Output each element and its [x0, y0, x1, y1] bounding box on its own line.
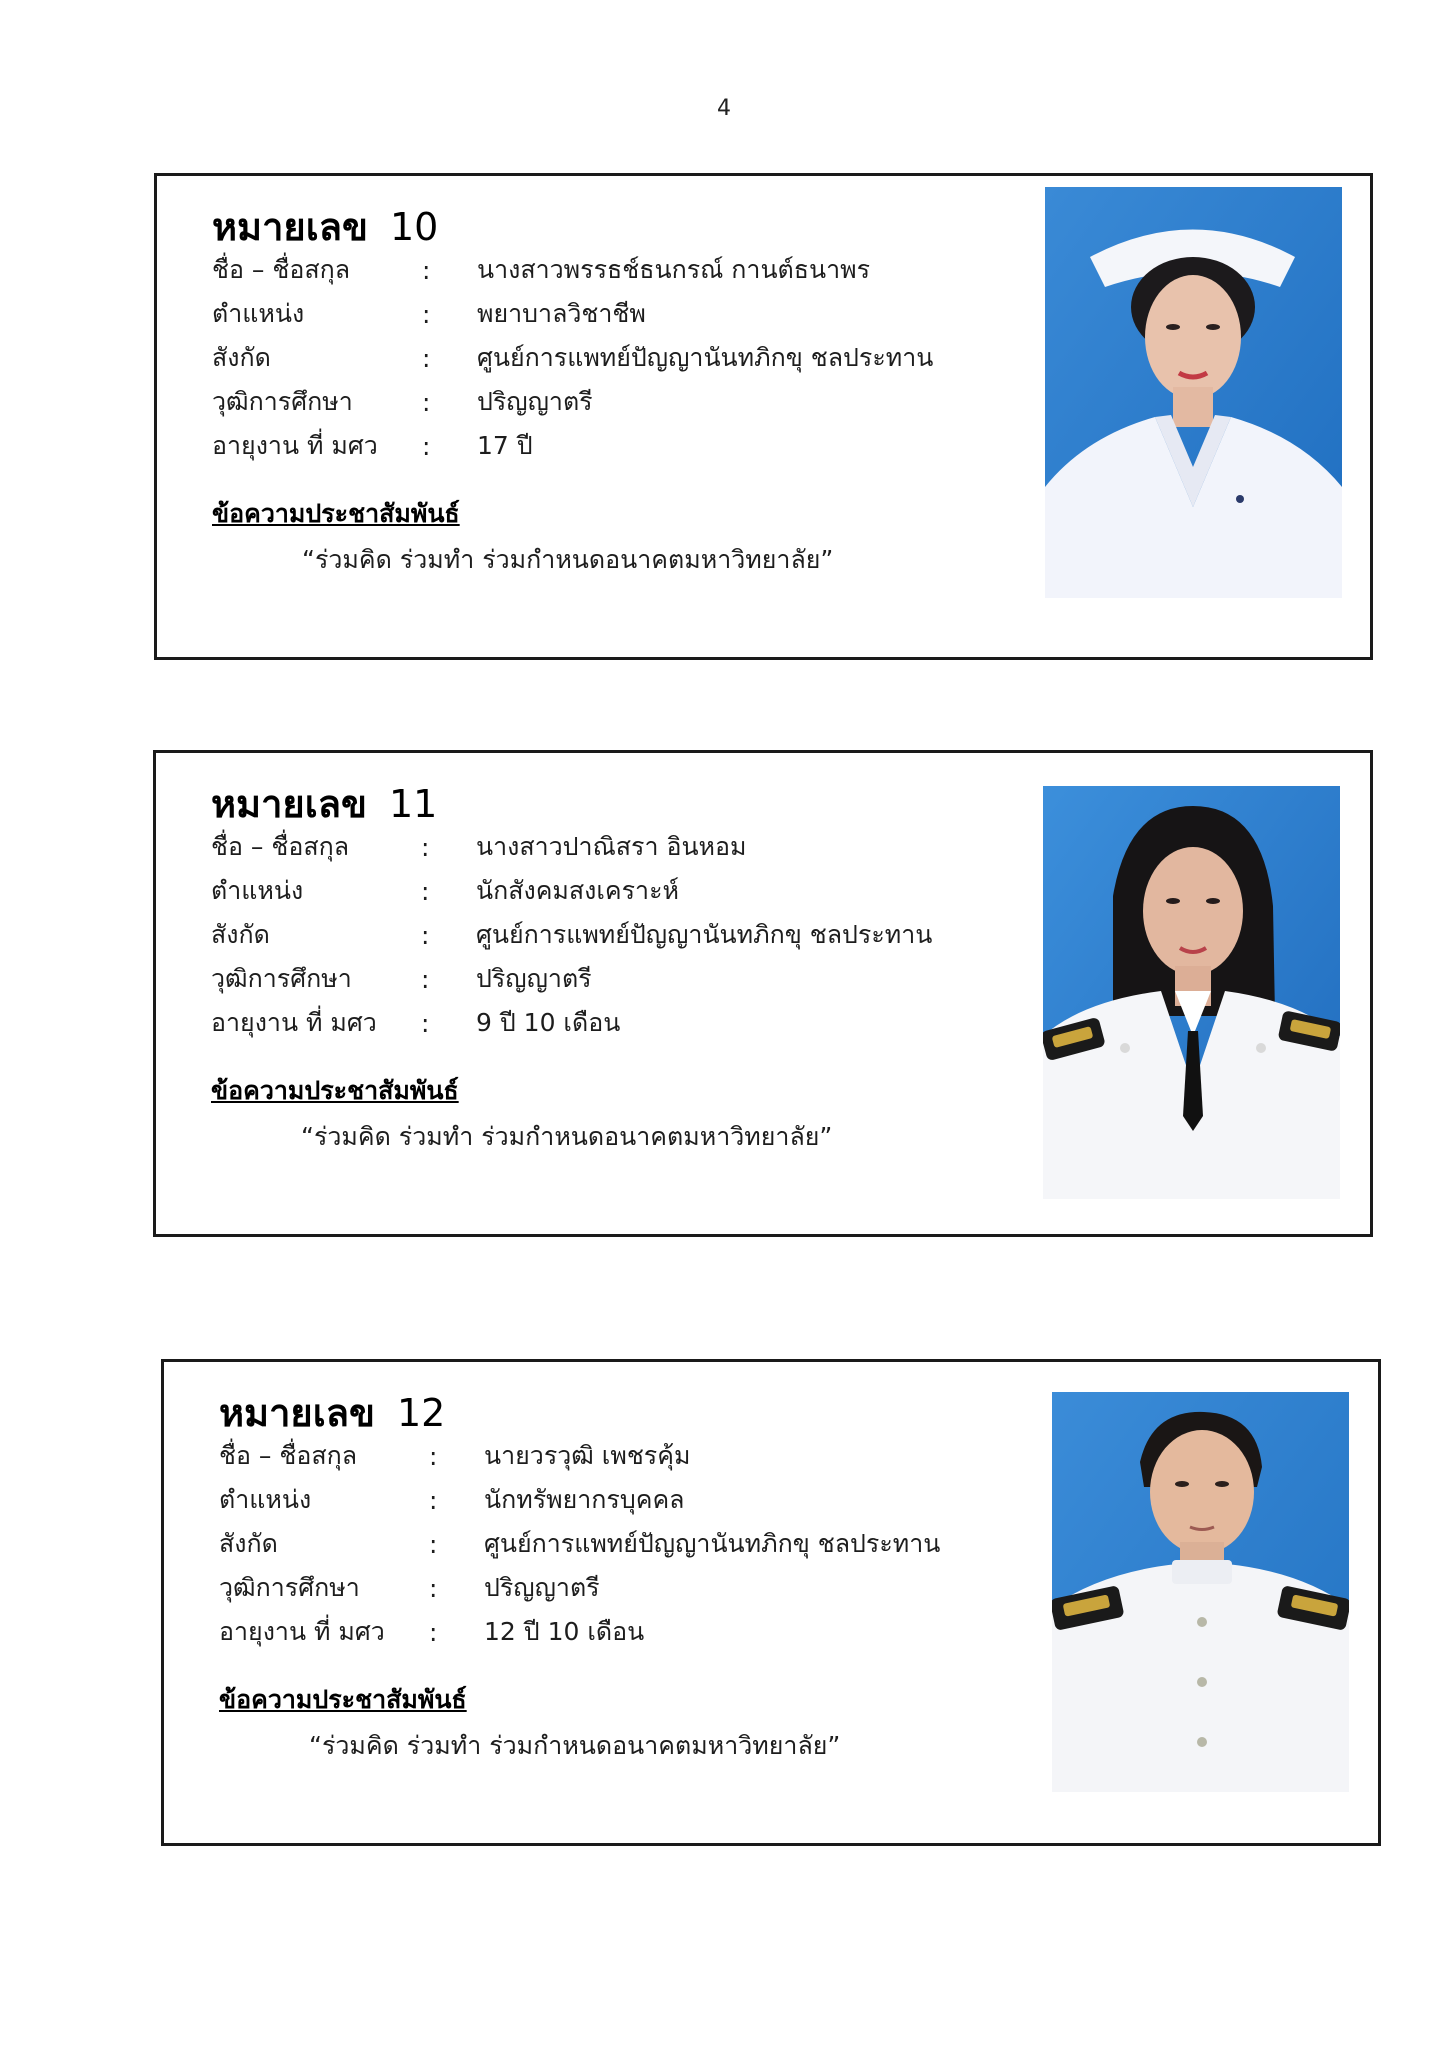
affiliation-value: ศูนย์การแพทย์ปัญญานันทภิกขุ ชลประทาน	[476, 920, 933, 949]
position-row	[212, 292, 646, 336]
colon: :	[422, 387, 431, 417]
affiliation-label: สังกัด	[212, 343, 271, 372]
position-row	[219, 1478, 685, 1522]
heading-label: หมายเลข	[212, 205, 368, 249]
colon: :	[422, 431, 431, 461]
motto-text: “ร่วมคิด ร่วมทำ ร่วมกำหนดอนาคตมหาวิทยาลัย”	[302, 545, 834, 574]
candidate-card-11	[153, 750, 1373, 1237]
years-label: อายุงาน ที่ มศว	[211, 1008, 377, 1037]
candidate-number: 12	[396, 1391, 446, 1435]
name-value: นายวรวุฒิ เพชรคุ้ม	[484, 1441, 691, 1470]
candidate-number: 10	[389, 205, 439, 249]
colon: :	[429, 1529, 438, 1559]
colon: :	[421, 1008, 430, 1038]
position-label: ตำแหน่ง	[212, 299, 305, 328]
affiliation-row	[212, 336, 933, 380]
position-value: พยาบาลวิชาชีพ	[477, 299, 646, 328]
motto-text: “ร่วมคิด ร่วมทำ ร่วมกำหนดอนาคตมหาวิทยาลัย”	[309, 1731, 841, 1760]
years-value: 12 ปี 10 เดือน	[484, 1617, 645, 1646]
colon: :	[421, 920, 430, 950]
name-label: ชื่อ – ชื่อสกุล	[211, 832, 350, 861]
name-value: นางสาวปาณิสรา อินหอม	[476, 832, 747, 861]
years-row	[211, 1001, 620, 1045]
education-row	[212, 380, 593, 424]
colon: :	[429, 1441, 438, 1471]
motto-text: “ร่วมคิด ร่วมทำ ร่วมกำหนดอนาคตมหาวิทยาลัย”	[301, 1122, 833, 1151]
candidate-photo-uniform	[1052, 1392, 1349, 1792]
colon: :	[421, 876, 430, 906]
affiliation-row	[219, 1522, 940, 1566]
education-value: ปริญญาตรี	[477, 387, 593, 416]
colon: :	[422, 299, 431, 329]
position-value: นักทรัพยากรบุคคล	[484, 1485, 685, 1514]
candidate-card-10	[154, 173, 1373, 660]
position-value: นักสังคมสงเคราะห์	[476, 876, 680, 905]
affiliation-row	[211, 913, 932, 957]
motto-heading: ข้อความประชาสัมพันธ์	[211, 1076, 459, 1105]
page-number: 4	[717, 96, 731, 121]
education-row	[211, 957, 592, 1001]
colon: :	[429, 1617, 438, 1647]
education-value: ปริญญาตรี	[484, 1573, 600, 1602]
motto-heading: ข้อความประชาสัมพันธ์	[219, 1685, 467, 1714]
years-value: 9 ปี 10 เดือน	[476, 1008, 621, 1037]
colon: :	[422, 343, 431, 373]
education-row	[219, 1566, 600, 1610]
position-label: ตำแหน่ง	[211, 876, 304, 905]
education-label: วุฒิการศึกษา	[212, 387, 353, 416]
education-label: วุฒิการศึกษา	[211, 964, 352, 993]
years-label: อายุงาน ที่ มศว	[212, 431, 378, 460]
colon: :	[421, 964, 430, 994]
affiliation-value: ศูนย์การแพทย์ปัญญานันทภิกขุ ชลประทาน	[484, 1529, 941, 1558]
affiliation-label: สังกัด	[211, 920, 270, 949]
position-label: ตำแหน่ง	[219, 1485, 312, 1514]
heading-label: หมายเลข	[211, 782, 367, 826]
years-label: อายุงาน ที่ มศว	[219, 1617, 385, 1646]
years-row	[212, 424, 533, 468]
colon: :	[429, 1485, 438, 1515]
name-label: ชื่อ – ชื่อสกุล	[212, 255, 351, 284]
years-row	[219, 1610, 644, 1654]
affiliation-label: สังกัด	[219, 1529, 278, 1558]
colon: :	[421, 832, 430, 862]
name-row	[211, 825, 747, 869]
candidate-card-12	[161, 1359, 1381, 1846]
name-label: ชื่อ – ชื่อสกุล	[219, 1441, 358, 1470]
heading-label: หมายเลข	[219, 1391, 375, 1435]
position-row	[211, 869, 679, 913]
name-row	[219, 1434, 690, 1478]
colon: :	[429, 1573, 438, 1603]
name-value: นางสาวพรรธช์ธนกรณ์ กานต์ธนาพร	[477, 255, 871, 284]
motto-heading: ข้อความประชาสัมพันธ์	[212, 499, 460, 528]
candidate-photo-nurse	[1045, 187, 1342, 598]
affiliation-value: ศูนย์การแพทย์ปัญญานันทภิกขุ ชลประทาน	[477, 343, 934, 372]
name-row	[212, 248, 870, 292]
education-value: ปริญญาตรี	[476, 964, 592, 993]
years-value: 17 ปี	[477, 431, 533, 460]
colon: :	[422, 255, 431, 285]
candidate-number: 11	[388, 782, 438, 826]
education-label: วุฒิการศึกษา	[219, 1573, 360, 1602]
candidate-photo-uniform	[1043, 786, 1340, 1199]
